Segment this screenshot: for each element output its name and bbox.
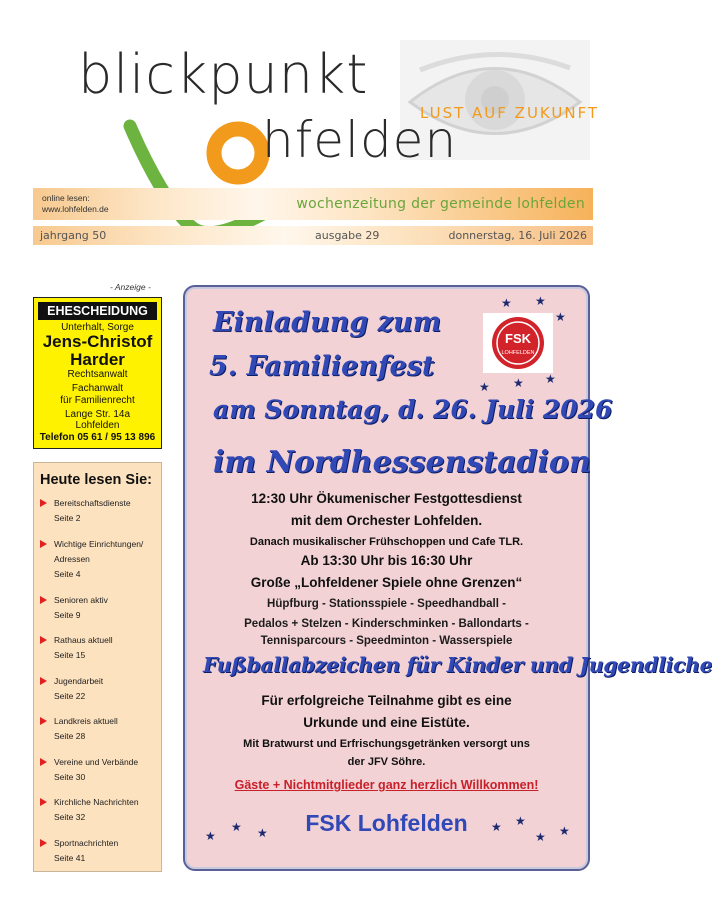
issue-label: ausgabe 29	[315, 229, 380, 242]
toc-item-label: Kirchliche Nachrichten	[54, 797, 139, 807]
tagline: wochenzeitung der gemeinde lohfelden	[296, 196, 585, 212]
star-icon: ★	[515, 814, 526, 828]
toc-item-label: Adressen	[54, 553, 90, 564]
star-icon: ★	[555, 310, 566, 324]
poster-line-9: Für erfolgreiche Teilnahme gibt es eine	[261, 693, 512, 708]
poster-line-8: Tennisparcours - Speedminton - Wasserspiele	[260, 635, 513, 647]
toc-item-label: Senioren aktiv	[54, 594, 108, 605]
event-poster	[183, 285, 712, 871]
star-icon: ★	[479, 380, 490, 394]
toc-item-label: Landkreis aktuell	[54, 716, 118, 726]
toc-item-page: Seite 9	[54, 609, 81, 620]
arrow-right-icon	[40, 596, 47, 604]
toc-list	[34, 496, 161, 876]
poster-line-10: Urkunde und eine Eistüte.	[303, 715, 470, 730]
ad-title1: Rechtsanwalt	[67, 369, 128, 381]
ad-phone: Telefon 05 61 / 95 13 896	[39, 431, 156, 443]
poster-line-11: Mit Bratwurst und Erfrischungsgetränken versorgt uns	[243, 738, 530, 750]
online-info	[42, 193, 109, 215]
poster-title-1: Einladung zum	[213, 307, 442, 338]
arrow-right-icon	[40, 636, 47, 644]
toc-item-label: Vereine und Verbände	[54, 756, 139, 767]
star-icon: ★	[231, 820, 242, 834]
arrow-right-icon	[40, 839, 47, 847]
toc-item[interactable]	[34, 795, 161, 836]
toc-item[interactable]	[34, 674, 161, 715]
volume-label: jahrgang 50	[40, 229, 107, 242]
badge-sub: LOHFELDEN	[501, 350, 535, 356]
online-label: online lesen:	[42, 193, 90, 203]
poster-line-2: mit dem Orchester Lohfelden.	[290, 513, 483, 528]
star-icon: ★	[535, 294, 546, 308]
online-url[interactable]: www.lohfelden.de	[42, 204, 109, 214]
arrow-right-icon	[40, 499, 47, 507]
toc-item-label: Bereitschaftsdienste	[54, 498, 131, 508]
toc-item-label: Sportnachrichten	[54, 837, 119, 848]
star-icon: ★	[257, 826, 268, 840]
toc-item-page: Seite 32	[54, 812, 86, 822]
star-icon: ★	[513, 376, 524, 390]
poster-welcome: Gäste + Nichtmitglieder ganz herzlich Willkommen!	[234, 778, 539, 792]
toc-item-page: Seite 15	[54, 650, 86, 660]
table-of-contents	[33, 462, 162, 872]
fsk-badge-logo	[483, 313, 553, 373]
star-icon: ★	[205, 829, 216, 843]
ad-city: Lohfelden	[75, 420, 120, 432]
poster-line-4: Ab 13:30 Uhr bis 16:30 Uhr	[300, 553, 473, 568]
arrow-right-icon	[40, 717, 47, 725]
toc-item-label: Jugendarbeit	[54, 675, 104, 686]
toc-item-page: Seite 28	[54, 731, 86, 741]
toc-item-label: Wichtige Einrichtungen/	[54, 538, 144, 549]
brand-title-line2: hfelden	[262, 111, 458, 169]
poster-line-3: Danach musikalischer Frühschoppen und Cafe TLR.	[249, 536, 524, 548]
poster-title-2: 5. Familienfest	[209, 351, 435, 382]
poster-title-4: im Nordhessenstadion	[213, 445, 591, 480]
arrow-right-icon	[40, 540, 47, 548]
ad-name-line2: Harder	[70, 350, 125, 370]
star-icon: ★	[535, 830, 546, 844]
ad-subline: Unterhalt, Sorge	[61, 322, 134, 334]
ad-name-line1: Jens-Christof	[42, 332, 153, 352]
ad-headline: EHESCHEIDUNG	[38, 302, 157, 320]
toc-item-page: Seite 30	[54, 771, 86, 782]
star-icon: ★	[491, 820, 502, 834]
poster-line-6: Hüpfburg - Stationsspiele - Speedhandball -	[267, 598, 506, 610]
poster-title-3: am Sonntag, d. 26. Juli 2026	[213, 395, 613, 424]
star-icon: ★	[545, 372, 556, 386]
arrow-right-icon	[40, 677, 47, 685]
toc-item[interactable]	[34, 496, 161, 537]
poster-line-12: der JFV Söhre.	[347, 756, 426, 768]
poster-line-7: Pedalos + Stelzen - Kinderschminken - Ballondarts -	[244, 618, 529, 630]
star-icon: ★	[559, 824, 570, 838]
poster-footer: FSK Lohfelden	[305, 810, 468, 836]
toc-item[interactable]	[34, 755, 161, 796]
lawyer-ad[interactable]	[33, 297, 162, 449]
arrow-right-icon	[40, 798, 47, 806]
arrow-right-icon	[40, 758, 47, 766]
ad-label: - Anzeige -	[110, 282, 151, 292]
toc-item-label: Rathaus aktuell	[54, 635, 113, 645]
toc-item[interactable]	[34, 593, 161, 634]
ad-title2: Fachanwalt	[71, 383, 124, 395]
toc-item-page: Seite 2	[54, 513, 81, 523]
toc-title: Heute lesen Sie:	[40, 472, 153, 488]
poster-fussball-line: Fußballabzeichen für Kinder und Jugendliche	[203, 653, 712, 677]
toc-item-page: Seite 41	[54, 852, 86, 863]
toc-item[interactable]	[34, 537, 161, 593]
date-label: donnerstag, 16. Juli 2026	[448, 229, 587, 242]
poster-line-1: 12:30 Uhr Ökumenischer Festgottesdienst	[251, 491, 522, 506]
ad-title3: für Familienrecht	[60, 394, 135, 406]
toc-item[interactable]	[34, 714, 161, 755]
ad-street: Lange Str. 14a	[64, 409, 131, 420]
toc-item-page: Seite 4	[54, 568, 81, 579]
toc-item-page: Seite 22	[54, 690, 86, 701]
poster-line-5: Große „Lohfeldener Spiele ohne Grenzen“	[250, 575, 523, 590]
star-icon: ★	[501, 296, 512, 310]
brand-title-line1: blickpunkt	[78, 43, 369, 106]
toc-item[interactable]	[34, 633, 161, 674]
badge-text: FSK	[505, 331, 531, 346]
toc-item[interactable]	[34, 836, 161, 877]
slogan: LUST AUF ZUKUNFT	[420, 104, 600, 122]
